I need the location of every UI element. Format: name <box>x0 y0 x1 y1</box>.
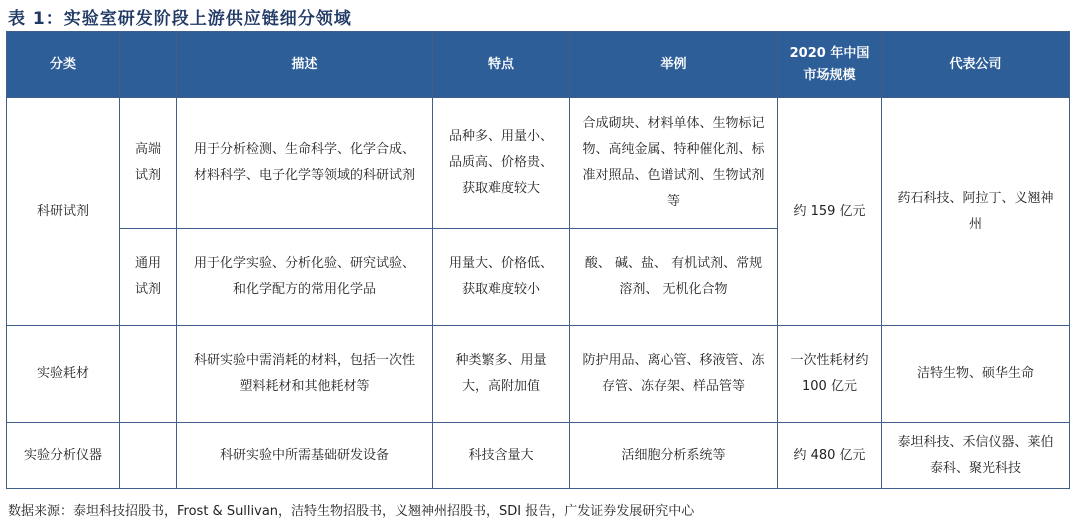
header-subcategory <box>120 32 177 98</box>
header-examples: 举例 <box>570 32 778 98</box>
description-cell: 用于分析检测、生命科学、化学合成、材料科学、电子化学等领域的科研试剂 <box>177 98 433 229</box>
features-cell: 科技含量大 <box>433 423 570 489</box>
examples-cell: 酸、 碱、盐、 有机试剂、常规溶剂、 无机化合物 <box>570 229 778 326</box>
description-cell: 用于化学实验、分析化验、研究试验、和化学配方的常用化学品 <box>177 229 433 326</box>
companies-cell: 洁特生物、硕华生命 <box>882 326 1070 423</box>
source-note: 数据来源：泰坦科技招股书，Frost & Sullivan，洁特生物招股书，义翘神州招股书，SDI 报告，广发证券发展研究中心 <box>8 504 695 519</box>
header-features: 特点 <box>433 32 570 98</box>
category-cell: 实验耗材 <box>7 326 120 423</box>
subcategory-cell: 高端试剂 <box>120 98 177 229</box>
market-size-cell: 约 480 亿元 <box>778 423 882 489</box>
description-cell: 科研实验中需消耗的材料，包括一次性塑料耗材和其他耗材等 <box>177 326 433 423</box>
table-row <box>7 98 1070 229</box>
table-title: 表 1：实验室研发阶段上游供应链细分领域 <box>8 9 352 29</box>
table-row <box>7 326 1070 423</box>
category-cell: 科研试剂 <box>7 98 120 326</box>
header-row <box>7 32 1070 98</box>
category-cell: 实验分析仪器 <box>7 423 120 489</box>
examples-cell: 防护用品、离心管、移液管、冻存管、冻存架、样品管等 <box>570 326 778 423</box>
examples-cell: 活细胞分析系统等 <box>570 423 778 489</box>
table-row <box>7 423 1070 489</box>
market-size-cell: 约 159 亿元 <box>778 98 882 326</box>
header-market-size: 2020 年中国市场规模 <box>778 32 882 98</box>
companies-cell: 药石科技、阿拉丁、义翘神州 <box>882 98 1070 326</box>
subcategory-cell <box>120 326 177 423</box>
description-cell: 科研实验中所需基础研发设备 <box>177 423 433 489</box>
examples-cell: 合成砌块、材料单体、生物标记物、高纯金属、特种催化剂、标准对照品、色谱试剂、生物试剂等 <box>570 98 778 229</box>
features-cell: 种类繁多、用量大，高附加值 <box>433 326 570 423</box>
features-cell: 用量大、价格低、获取难度较小 <box>433 229 570 326</box>
companies-cell: 泰坦科技、禾信仪器、莱伯泰科、聚光科技 <box>882 423 1070 489</box>
header-companies: 代表公司 <box>882 32 1070 98</box>
subcategory-cell: 通用试剂 <box>120 229 177 326</box>
supply-chain-table <box>6 31 1070 489</box>
features-cell: 品种多、用量小、品质高、价格贵、获取难度较大 <box>433 98 570 229</box>
header-description: 描述 <box>177 32 433 98</box>
header-category: 分类 <box>7 32 120 98</box>
subcategory-cell <box>120 423 177 489</box>
market-size-cell: 一次性耗材约 100 亿元 <box>778 326 882 423</box>
